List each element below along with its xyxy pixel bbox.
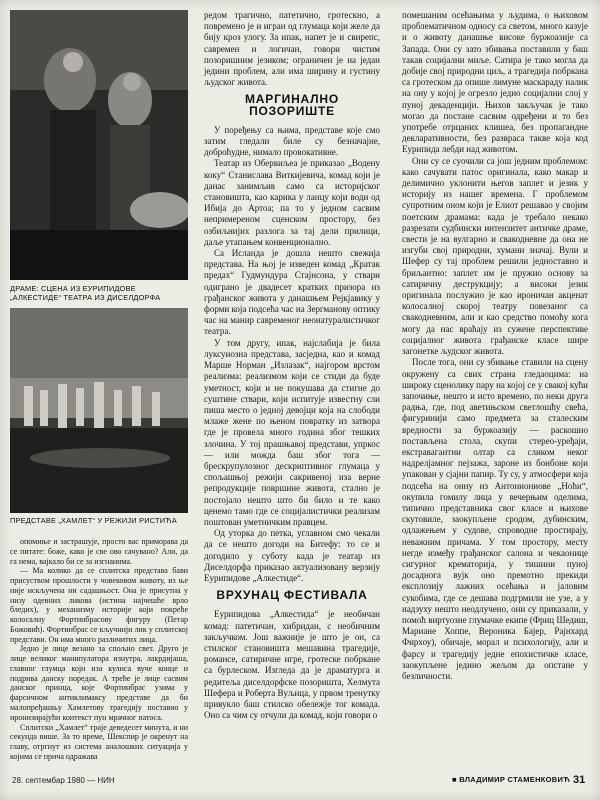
paragraph: Они су се суочили са још једним проблемом: како сачувати патос оригинала, како макар и делимично уклонити његов заплет и језик у историју из нашег времена. Г проблемом супротним оном који је Елиот решавао у својим поетским драмама: када је требало некако разрезати судбински интензитет античке драме, свести је на вулгарно и свакодневне да она не изгуби свој природни, хумани значај. Вули и Шефер су тај проблем решили једноставно и бриљантно: заплет им је пружио основу за сатиричну деструкцију; а високи језик оригинала послужио је као ироничан акценат колосалној скорој театру повезаног са свакодневним, али и као средство помоћу кога могу да нас враћају из суженe перспективе социјалног живота грађанске класе шире загонетке људског живота. (402, 155, 588, 357)
paragraph: Сплитски „Хамлет“ траје деведесет минута, и ни секунда више. За то време, Шекспир је окренут на главу, отргнут из система аналошких ситуација у којима се прича одражава (10, 722, 188, 761)
paragraph: Театар из Обервиљеа је приказао „Водену кокy“ Станислава Виткијевича, комад који је данас занимљив само са историјског становишта, као карика у ланцу који води од Ибија до Артоа; па то у једном сасвим непримереном сценском простору, без озбиљнијих разлога за тај дели прилици, даље утапањем конвенционално. (204, 158, 380, 247)
page-number: 31 (573, 774, 586, 786)
photo-bottom-illustration (10, 308, 188, 513)
column-3-text (402, 10, 588, 682)
paragraph: У поређењу са њима, представе које смо затим гледали биле су безначајне, доброћудне, нимало провокативне. (204, 124, 380, 158)
theatre-photo-top (10, 10, 188, 280)
photo-top-illustration (10, 10, 188, 280)
paragraph: Једно је лице везано за спољно свет. Друго је лице великог манипулатора изнутра, лакрдијаша, главног глумца који иза кулиса вуче конце и подрива данску поредак. А треће је лице сасвим данског принца, које Фортинбрас узима у фарсичном антиклимаксу представе да би малопређашњу Хамлетову трагедију поставио у иронизирајући контекст пун мрачног патоса. (10, 644, 188, 722)
theatre-photo-bottom (10, 308, 188, 513)
author-signature: ■ ВЛАДИМИР СТАМЕНКОВИЋ (452, 775, 571, 784)
section-heading-festival-peak: ВРХУНАЦ ФЕСТИВАЛА (216, 588, 368, 603)
photo-top-caption: ДРАМЕ: СЦЕНА ИЗ ЕУРИПИДОВЕ „АЛКЕСТИДЕ“ ТЕАТРА ИЗ ДИСЕЛДОРФА (10, 284, 161, 302)
column-1-text (10, 537, 188, 762)
paragraph: редом трагично, патетично, гротескно, а повремено је и игран од глумаца који желе да бију кроз улогу. За ипак, напет је и свирепс, савремен и логичан, говори чистим позоришним језиком; ограничен је на један једини проблем, али има ширину и густину људског живота. (204, 10, 380, 88)
issue-date: 28. септембар 1980 — НИН (12, 776, 115, 785)
paragraph: Еурипидова „Алкестида“ је необичан комад: патетичан, хибридан, с необичним закључком. Још важније је што је он, са стилског становишта мешавина трагедије, романсе, сатиричне игре, гротеске побркане са бурлеском. Изгледа да је драматурга и редитеља диселдорфске позоришта, Хелмута Шефера и Роберта Вуљица, у првом тренутку привукло баш стилско обележје тог комада. Оно са чим су отчули да комад, који говори о (204, 609, 380, 721)
paragraph: У том другу, ипак, најслабија је била луксуиозна представа, засједна, као и комад Марше Норман „Излазак“, најгором врстом реализма: реализмом који се стиди да буде уметност, који и не покушава да стигне до суштине ствари, који испитује известну сли пиша место о једној девојци која на слободи млаже жене по њеном повратку из затвора где је провела много година због тешких злочина. У тој прашњавој представи, упркос — или можда баш због тога — брескрупулозног дескриптивног глумаца у спољашњој режији сакривеној иза верне репродукције површине живота, стално је постојало нешто што би било и те како ценемо тамо где се социјалистички реализам поштован уметничким правцем. (204, 337, 380, 527)
paragraph: После тога, они су збивање ставили на сцену окружену са свих страна гледаоцима: на широку сценолику пару на којој се у свакој кући започиње, нешто и исто времено, по неки друга радња, где, под аветињском светлошћу свећа, фигуринији само предмета за сталеским вредности за буржоазију — раскошно постављена стола, скупи стерео-уређаји, екстравагантни олтар са сликом неког надрелјамног пејзажа, зароне из бонбоне који упакован у сјајни папир. Ту су, у атмосфери која подсећа на онну из Антониониове „Ноћи“, окупила гомилу лица у вечерњим оделима, типично представника свог класе и њихове скутовиле, заокупљене сродом, дубинским, одлажењем у судове, спроводне простирају, неважним причама. У том простору, месту негде између грађанског салона и чекаонице сигурног крематорија, у тишини пуној досаднога вујк оно премотно прекиди експлозију лажних осећања и јаловим сукобима, где се дешава подгрмили не узе, а у надзуху нешто неодлучено, они су приказали, у помоћ виртуозне глумачке екипе (Фриц Шедиш, Мариане Хоппе, Вероника Бајер, Рајнхард Фирхоу), обичаје, морал и психологију, али и фарсу и трагедију једне епохистичке класе, заокупљене једино жељом да опстане у безличности. (402, 357, 588, 681)
paragraph: помешаним осећањима у људима, о њиховом проблематичном односу са светом, много казује и о животу данашње високе буржоазије са Запада. Они су зато збивања поставили у баш такав социјални миље. Сатира је тако могла да добије свој природни циљ, а трагедија побркана са гротеском да опише лимуне маскараду налик на ону у којој је огрезло једно социјални слој у пуној декаденцији. Њихов закључак је тако могао да постане сасвим одређени и то без употребе отрцаних клишеа, без пропагандне декларативности, без развраса такве која код Еурипида лебди над животом. (402, 10, 588, 155)
paragraph: Са Исланда је дошла нешто свежија представа. На њој је изведен комад „Кратак предах“ Гудмундура Стајнсона, у ствари одиграно је двадесет кратких призора из грађанског живота у данашњем Рејкјавику у форми која подсећа час на Зергманову оптику час на манир савременог неонатуралистичког театра. (204, 248, 380, 337)
paragraph: — Ма колико да се сплитска представа бави присуством прошлости у човековом животу, из ње није искључена ни садашњост. Она је присутна у низу одевних ликова (истина најчешће врло бледих), у механизму историје који покреће колосалну Фортинбрасову фигуру (Петар Божовић). Фортинбрас се кључнији лик у сплитској представи. Он има много различитих лица. (10, 566, 188, 644)
paragraph: Од уторка до петка, углавном смо чекали да се нешто догоди на Битефу: то се и догодило у суботу када је театар из Диселдорфа приказао актуализовану верзију Еурипидове „Алкестиде“. (204, 528, 380, 583)
column-2-text (204, 10, 380, 721)
section-heading-marginal-theatre: МАРГИНАЛНО ПОЗОРИШТЕ (245, 92, 339, 118)
paragraph: опомиње и застрашује, просто вас приморава да се питате: боже, како је све ово сачувано? Али, да га нема, вајкало би се за изгнанима. (10, 537, 188, 566)
photo-bottom-caption: ПРЕДСТАВЕ „ХАМЛЕТ“ У РЕЖИЈИ РИСТИЋА (10, 516, 177, 525)
